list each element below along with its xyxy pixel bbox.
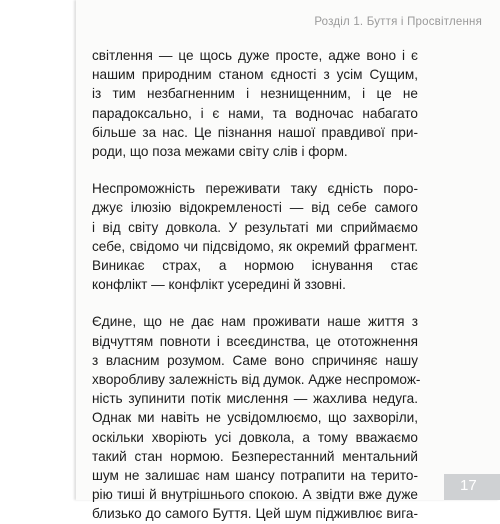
text-line: джує ілюзію відокремленості — від себе самого <box>92 200 418 216</box>
running-header: Розділ 1. Буття і Просвітлення <box>314 16 482 28</box>
text-line: Однак ми навіть не усвідомлюємо, що захворіли, <box>92 410 418 426</box>
page-number-tab <box>444 474 500 500</box>
page-number: 17 <box>460 477 477 494</box>
text-line: з власним розумом. Саме воно спричиняє нашу <box>92 352 418 368</box>
text-line: рію тиші й внутрішнього спокою. А звідти вже дуже <box>92 487 418 503</box>
text-line: Неспроможність переживати таку єдність поро- <box>92 181 418 197</box>
text-line: конфлікт — конфлікт усередині й ззовні. <box>92 277 346 293</box>
text-line: близько до самого Буття. Цей шум підживлює вига- <box>92 506 418 522</box>
text-line: такий стан нормою. Безперестанний ментальний <box>92 448 418 464</box>
text-line: Виникає страх, а нормою існування стає <box>92 258 418 274</box>
text-line: із тим незбагненним і незнищенним, і це не <box>92 86 418 102</box>
paragraph-3 <box>92 312 421 523</box>
text-line: відчуттям повноти і всеєдинства, це ототожнення <box>92 333 418 349</box>
text-line: більше за нас. Це пізнання нашої правдивої при- <box>92 124 418 140</box>
text-line: себе, свідомо чи підсвідомо, як окремий фрагмент. <box>92 238 418 254</box>
text-line: ність зупинити потік мислення — жахлива недуга. <box>92 391 418 407</box>
book-page <box>76 0 500 522</box>
paragraph-1 <box>92 46 418 161</box>
text-line: шум не залишає нам шансу потрапити на терито- <box>92 468 418 484</box>
body-text <box>92 46 421 524</box>
paragraph-2 <box>92 179 418 294</box>
text-line: парадоксально, і є нами, та водночас набагато <box>92 105 418 121</box>
text-line: хворобливу залежність від думок. Адже неспромож- <box>92 372 421 388</box>
text-line: нашим природним станом єдності з усім Сущим, <box>92 67 418 83</box>
text-line: і від світу довкола. У результаті ми сприймаємо <box>92 219 418 235</box>
text-line: роди, що поза межами світу слів і форм. <box>92 144 348 160</box>
text-line: Єдине, що не дає нам проживати наше життя з <box>92 314 418 330</box>
text-line: світлення — це щось дуже просте, адже воно і є <box>92 48 418 63</box>
text-line: оскільки хворіють усі довкола, а тому вважаємо <box>92 429 418 445</box>
